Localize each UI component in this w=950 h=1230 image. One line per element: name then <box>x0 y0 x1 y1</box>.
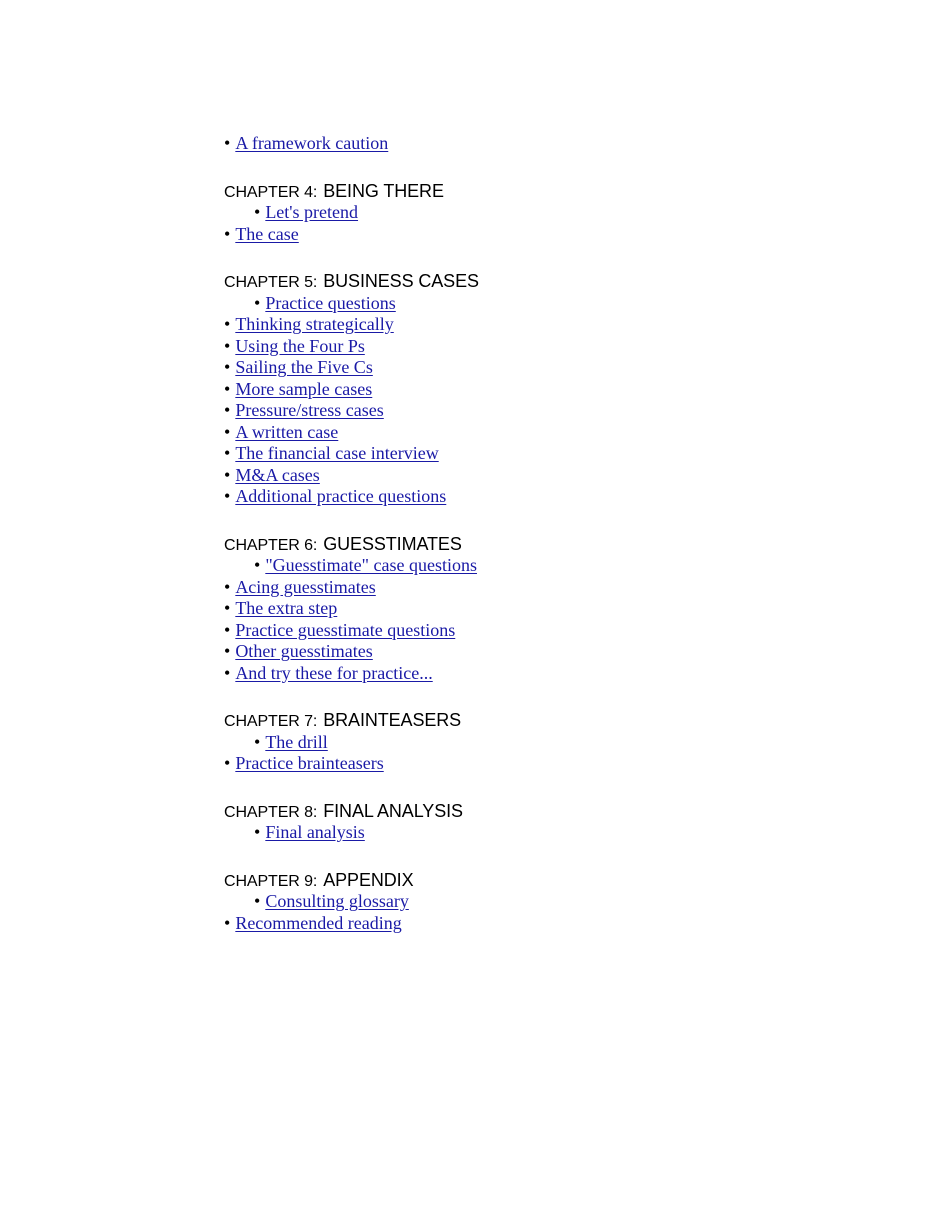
bullet-icon: • <box>224 400 231 420</box>
chapter-section <box>224 534 864 685</box>
toc-item <box>224 293 864 315</box>
toc-item <box>224 598 864 620</box>
chapter-section <box>224 271 864 508</box>
bullet-icon: • <box>254 555 261 575</box>
chapter-heading <box>224 534 864 556</box>
chapter-number: CHAPTER 5: <box>224 274 318 291</box>
toc-link[interactable]: Other guesstimates <box>235 641 373 661</box>
bullet-icon: • <box>224 335 231 356</box>
toc-link[interactable]: M&A cases <box>235 464 320 485</box>
chapter-title: APPENDIX <box>323 869 414 890</box>
toc-item <box>224 913 864 935</box>
chapter-number: CHAPTER 4: <box>224 183 318 201</box>
toc-link[interactable]: The drill <box>265 731 328 752</box>
toc-link[interactable]: Practice questions <box>265 292 396 313</box>
toc-item <box>224 641 864 663</box>
toc-item <box>224 465 864 487</box>
toc-link[interactable]: Recommended reading <box>235 912 402 933</box>
toc-link[interactable]: And try these for practice... <box>235 662 433 683</box>
toc-link[interactable]: The case <box>235 223 299 244</box>
toc-link[interactable]: Using the Four Ps <box>235 335 365 356</box>
toc-item <box>224 314 864 336</box>
bullet-icon: • <box>254 292 261 313</box>
chapter-number: CHAPTER 9: <box>224 872 318 890</box>
bullet-icon: • <box>224 421 231 442</box>
toc-item <box>224 357 864 379</box>
chapters-list <box>224 181 864 935</box>
toc-link[interactable]: Additional practice questions <box>235 486 447 506</box>
bullet-icon: • <box>224 378 231 399</box>
chapter-title: GUESSTIMATES <box>323 533 462 554</box>
toc-item <box>224 486 864 508</box>
bullet-icon: • <box>224 619 231 640</box>
chapter-title: BEING THERE <box>323 180 444 201</box>
toc-item <box>224 379 864 401</box>
chapter-section <box>224 181 864 246</box>
table-of-contents <box>224 133 864 934</box>
bullet-icon: • <box>224 753 231 773</box>
toc-link[interactable]: Sailing the Five Cs <box>235 357 373 377</box>
toc-link[interactable]: Practice brainteasers <box>235 753 384 773</box>
toc-link[interactable]: The financial case interview <box>235 443 439 463</box>
chapter-section <box>224 710 864 775</box>
chapter-heading <box>224 181 864 203</box>
toc-link[interactable]: Pressure/stress cases <box>235 400 384 420</box>
chapter-title: BUSINESS CASES <box>323 271 479 291</box>
toc-link[interactable]: Final analysis <box>265 822 365 842</box>
toc-item <box>224 400 864 422</box>
toc-link[interactable]: Consulting glossary <box>265 891 409 911</box>
toc-link[interactable]: A framework caution <box>235 133 389 153</box>
toc-item <box>224 620 864 642</box>
leading-items <box>224 133 864 155</box>
toc-link[interactable]: The extra step <box>235 598 338 618</box>
chapter-section <box>224 870 864 935</box>
bullet-icon: • <box>254 891 261 911</box>
toc-item <box>224 224 864 246</box>
toc-link[interactable]: A written case <box>235 421 339 442</box>
toc-link[interactable]: Let's pretend <box>265 202 359 222</box>
toc-item <box>224 443 864 465</box>
chapter-number: CHAPTER 7: <box>224 713 318 730</box>
bullet-icon: • <box>224 314 231 334</box>
toc-item <box>224 202 864 224</box>
chapter-heading <box>224 271 864 293</box>
chapter-section <box>224 801 864 844</box>
bullet-icon: • <box>254 822 261 842</box>
toc-link[interactable]: Thinking strategically <box>235 314 394 334</box>
bullet-icon: • <box>224 464 231 485</box>
bullet-icon: • <box>224 598 231 618</box>
chapter-heading <box>224 870 864 892</box>
toc-link[interactable]: Acing guesstimates <box>235 576 376 597</box>
toc-item <box>224 422 864 444</box>
bullet-icon: • <box>254 202 261 222</box>
toc-item <box>224 133 864 155</box>
bullet-icon: • <box>224 576 231 597</box>
bullet-icon: • <box>224 133 231 153</box>
chapter-number: CHAPTER 8: <box>224 803 318 821</box>
bullet-icon: • <box>224 641 231 661</box>
toc-item <box>224 891 864 913</box>
bullet-icon: • <box>224 486 231 506</box>
chapter-heading <box>224 801 864 823</box>
bullet-icon: • <box>224 357 231 377</box>
chapter-title: BRAINTEASERS <box>323 710 462 730</box>
toc-link[interactable]: More sample cases <box>235 378 373 399</box>
toc-item <box>224 732 864 754</box>
bullet-icon: • <box>224 443 231 463</box>
toc-item <box>224 822 864 844</box>
toc-link[interactable]: Practice guesstimate questions <box>235 619 456 640</box>
bullet-icon: • <box>224 223 231 244</box>
bullet-icon: • <box>254 731 261 752</box>
chapter-heading <box>224 710 864 732</box>
chapter-number: CHAPTER 6: <box>224 536 318 554</box>
toc-item <box>224 555 864 577</box>
toc-item <box>224 577 864 599</box>
toc-item <box>224 663 864 685</box>
bullet-icon: • <box>224 912 231 933</box>
chapter-title: FINAL ANALYSIS <box>323 800 463 821</box>
toc-link[interactable]: "Guesstimate" case questions <box>265 555 477 575</box>
toc-item <box>224 753 864 775</box>
bullet-icon: • <box>224 662 231 683</box>
toc-item <box>224 336 864 358</box>
